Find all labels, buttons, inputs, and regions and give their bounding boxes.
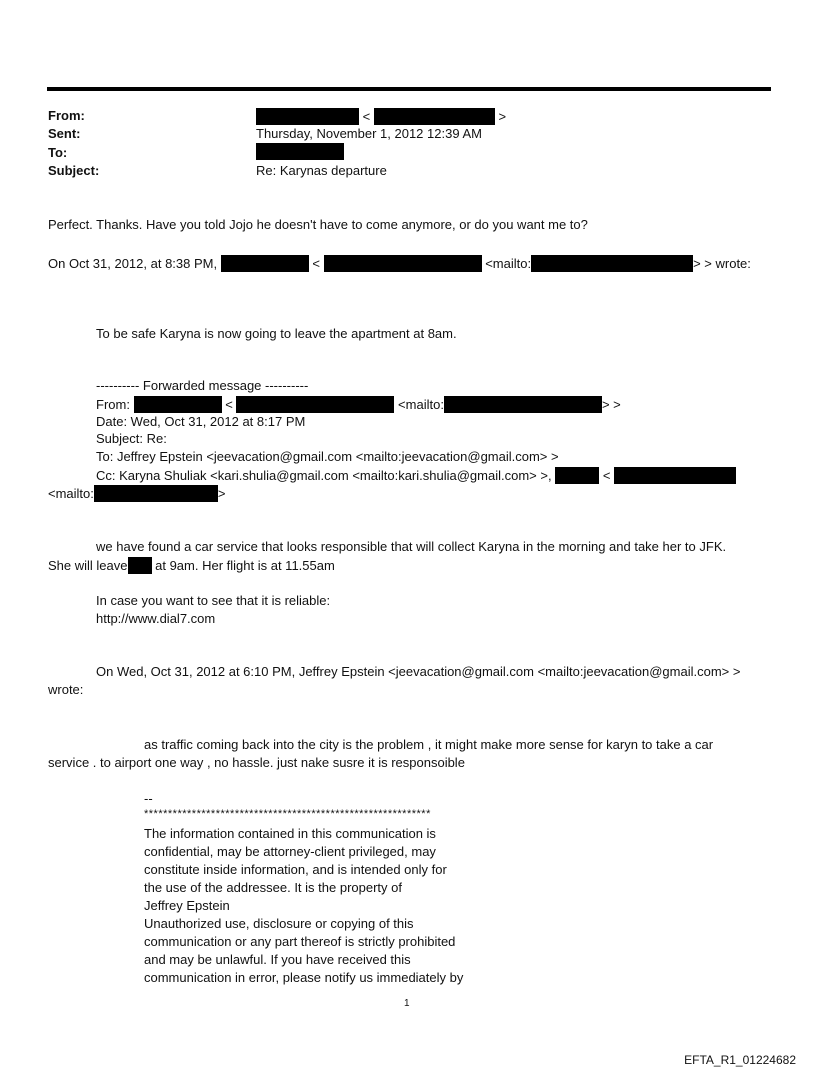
quote-lt: < <box>312 256 320 271</box>
bates-number: EFTA_R1_01224682 <box>684 1053 796 1067</box>
redaction-block <box>555 467 599 484</box>
quote-attribution <box>48 255 751 272</box>
to-label: To: <box>48 145 68 160</box>
fwd-from-label: From: <box>96 397 130 412</box>
subject-value: Re: Karynas departure <box>256 163 387 178</box>
safe-line: To be safe Karyna is now going to leave the apartment at 8am. <box>96 326 457 341</box>
car-line-2 <box>48 557 335 574</box>
dial7-link[interactable]: http://www.dial7.com <box>96 611 216 626</box>
fwd-date: Date: Wed, Oct 31, 2012 at 8:17 PM <box>96 414 306 429</box>
traffic-line-2: service . to airport one way , no hassle. just nake susre it is responsoible <box>48 755 465 770</box>
redaction-block <box>324 255 482 272</box>
sent-label: Sent: <box>48 126 81 141</box>
car-line-1: we have found a car service that looks responsible that will collect Karyna in the morning and take her to JFK. <box>96 539 727 554</box>
disclaimer-line: Unauthorized use, disclosure or copying of this <box>144 916 414 931</box>
fwd-from-line <box>96 396 621 413</box>
redaction-block <box>531 255 693 272</box>
wed-attribution-1: On Wed, Oct 31, 2012 at 6:10 PM, Jeffrey Epstein <jeevacation@gmail.com <mailto:jeevacation@gmail.com> > <box>96 664 741 679</box>
disclaimer-line: constitute inside information, and is intended only for <box>144 862 447 877</box>
quote-mailto: <mailto: <box>485 256 532 271</box>
fwd-cc-lt: < <box>602 468 611 483</box>
redaction-block <box>256 143 344 160</box>
fwd-from-lt: < <box>225 397 233 412</box>
fwd-mailto2: <mailto: <box>48 486 94 501</box>
wed-attribution-2: wrote: <box>48 682 84 697</box>
redaction-block <box>374 108 495 125</box>
redaction-block <box>614 467 736 484</box>
redaction-block <box>94 485 218 502</box>
from-lt: < <box>362 109 371 124</box>
fwd-to: To: Jeffrey Epstein <jeevacation@gmail.com <mailto:jeevacation@gmail.com> > <box>96 449 559 464</box>
fwd-subject: Subject: Re: <box>96 431 167 446</box>
page-number: 1 <box>404 998 410 1009</box>
to-value <box>256 143 344 160</box>
car-line-2b: at 9am. Her flight is at 11.55am <box>155 558 335 573</box>
fwd-mailto-line <box>48 485 225 502</box>
sent-value: Thursday, November 1, 2012 12:39 AM <box>256 126 482 141</box>
fwd-cc-line <box>96 467 736 484</box>
subject-label: Subject: <box>48 163 100 178</box>
disclaimer-line: The information contained in this communication is <box>144 826 436 841</box>
header-rule <box>47 87 771 91</box>
forwarded-header: ---------- Forwarded message ---------- <box>96 378 309 393</box>
reliable-line: In case you want to see that it is reliable: <box>96 593 331 608</box>
redaction-block <box>236 396 394 413</box>
sig-dashes: -- <box>144 791 153 806</box>
quote-on: On Oct 31, 2012, at 8:38 PM, <box>48 256 218 271</box>
from-value <box>256 108 506 125</box>
disclaimer-line: communication in error, please notify us immediately by <box>144 970 464 985</box>
redaction-block <box>256 108 359 125</box>
redaction-block <box>444 396 602 413</box>
disclaimer-line: confidential, may be attorney-client privileged, may <box>144 844 436 859</box>
sig-stars: ************************************************************ <box>144 808 431 820</box>
disclaimer-line: Jeffrey Epstein <box>144 898 230 913</box>
fwd-mailto2-end: > <box>217 486 226 501</box>
disclaimer-line: communication or any part thereof is strictly prohibited <box>144 934 456 949</box>
from-label: From: <box>48 108 85 123</box>
fwd-cc: Cc: Karyna Shuliak <kari.shulia@gmail.com <mailto:kari.shulia@gmail.com> >, <box>96 468 552 483</box>
car-line-2a: She will leave <box>48 558 128 573</box>
traffic-line-1: as traffic coming back into the city is the problem , it might make more sense for karyn to take a car <box>144 737 714 752</box>
redaction-block <box>221 255 309 272</box>
from-gt: > <box>498 109 507 124</box>
redaction-block <box>134 396 222 413</box>
fwd-from-mailto: <mailto: <box>398 397 444 412</box>
disclaimer-line: the use of the addressee. It is the property of <box>144 880 402 895</box>
disclaimer-line: and may be unlawful. If you have received this <box>144 952 411 967</box>
reply-text: Perfect. Thanks. Have you told Jojo he doesn't have to come anymore, or do you want me to? <box>48 217 588 232</box>
fwd-from-end: > > <box>601 397 621 412</box>
redaction-block <box>128 557 152 574</box>
quote-end: > > wrote: <box>693 256 751 271</box>
